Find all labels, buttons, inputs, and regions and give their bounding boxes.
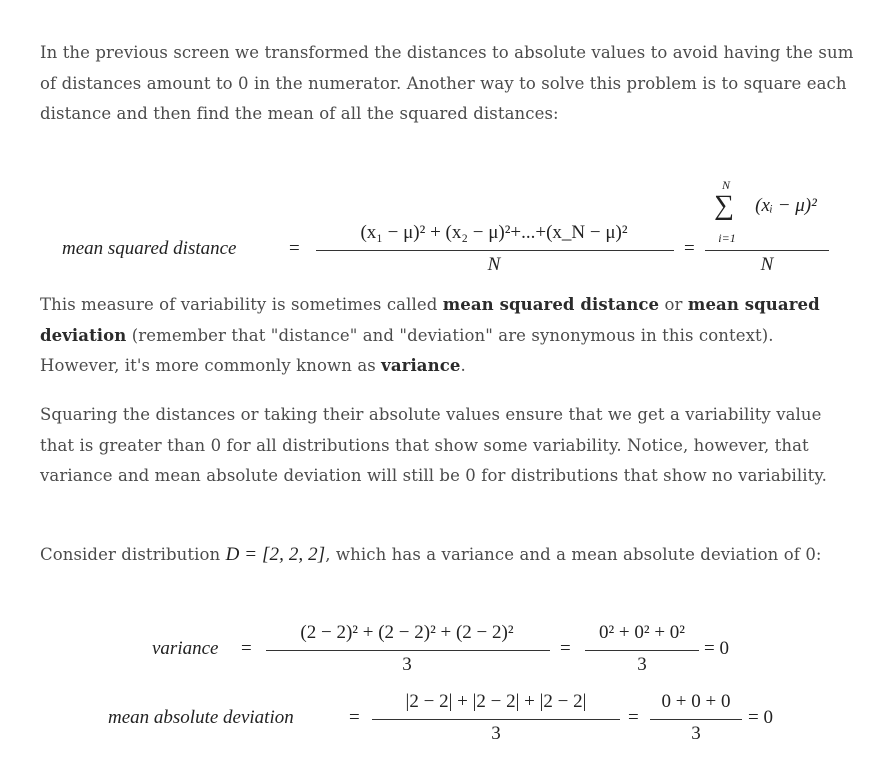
eq3-numerator-1: |2 − 2| + |2 − 2| + |2 − 2|	[405, 691, 587, 712]
eq1-fraction-bar-2	[705, 250, 829, 251]
eq2-denominator-2: 3	[637, 654, 647, 675]
eq1-denominator-2: N	[760, 254, 774, 275]
sum-lower-limit: i=1	[718, 231, 736, 245]
eq3-denominator-1: 3	[491, 723, 501, 744]
eq2-lhs: variance	[152, 638, 219, 659]
sum-upper-limit: N	[721, 178, 730, 192]
eq1-numerator: (x₁ − μ)² + (x₂ − μ)²+...+(x_N − μ)²	[360, 222, 628, 243]
eq1-equals-2: =	[684, 238, 695, 259]
example-paragraph: Consider distribution D = [2, 2, 2], which has a variance and a mean absolute deviation of 0:	[40, 544, 822, 565]
eq2-fraction-bar-1	[266, 650, 550, 651]
eq1-lhs: mean squared distance	[62, 238, 237, 259]
eq3-fraction-bar-2	[650, 719, 742, 720]
eq2-result: = 0	[704, 638, 729, 659]
eq2-numerator-1: (2 − 2)² + (2 − 2)² + (2 − 2)²	[300, 622, 514, 643]
eq3-lhs: mean absolute deviation	[108, 707, 294, 728]
eq3-fraction-bar-1	[372, 719, 620, 720]
eq1-denominator: N	[487, 254, 501, 275]
eq1-fraction-bar	[316, 250, 674, 251]
variability-paragraph: Squaring the distances or taking their absolute values ensure that we get a variability value that is greater than 0 for all distributions that show some variability. Notice, however, that variance and mean absolute deviation will still be 0 for distributions that show no variability.	[40, 405, 827, 485]
intro-paragraph: In the previous screen we transformed the distances to absolute values to avoid having the sum of distances amount to 0 in the numerator. Another way to solve this problem is to square each distance and then find the mean of all the squared distances:	[40, 43, 854, 123]
eq2-numerator-2: 0² + 0² + 0²	[598, 622, 686, 643]
eq3-denominator-2: 3	[691, 723, 701, 744]
eq1-equals: =	[289, 238, 300, 259]
sigma-icon: ∑	[714, 190, 734, 221]
eq3-numerator-2: 0 + 0 + 0	[661, 691, 731, 712]
variance-definition-paragraph: This measure of variability is sometimes called mean squared distance or mean squared deviation (remember that "distance" and "deviation" are synonymous in this context). However, it's more commonly known as variance.	[40, 295, 820, 375]
sum-body: (xᵢ − μ)²	[755, 195, 817, 216]
eq3-result: = 0	[748, 707, 773, 728]
eq2-fraction-bar-2	[585, 650, 699, 651]
eq2-denominator-1: 3	[402, 654, 412, 675]
